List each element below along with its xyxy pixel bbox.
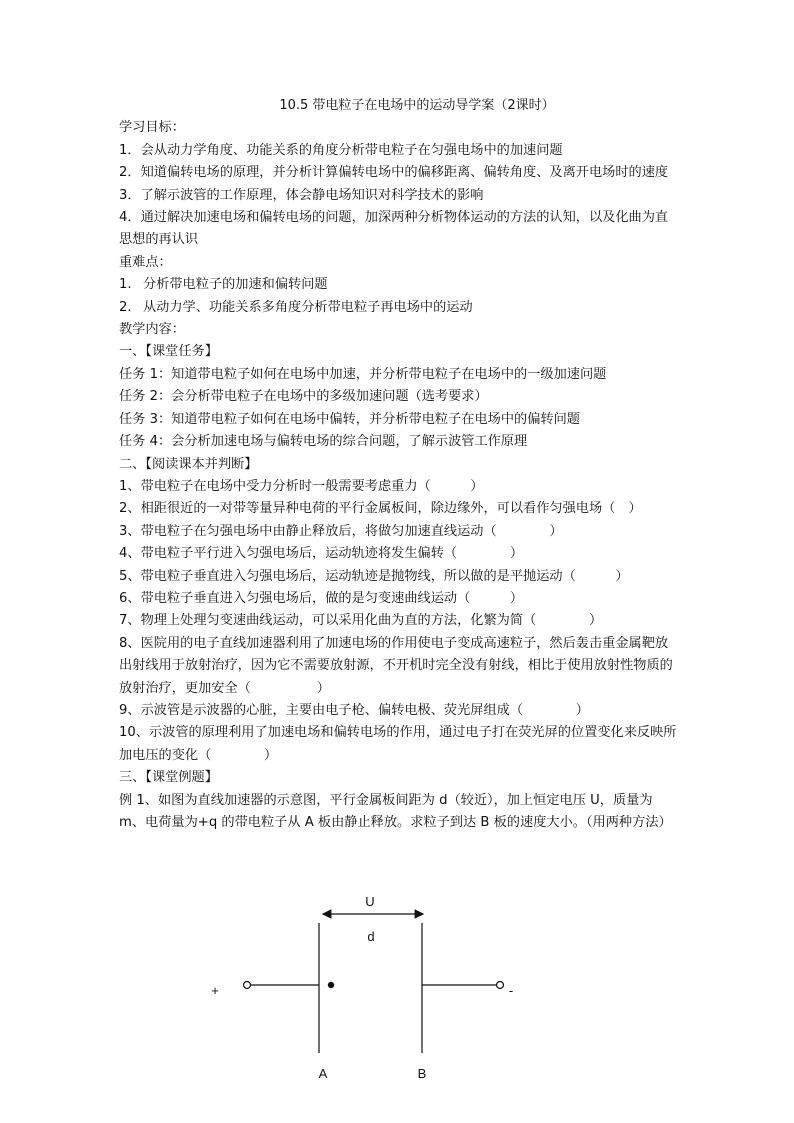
- key-point-number: 2.: [119, 299, 132, 315]
- task-item: 任务 4：会分析加速电场与偏转电场的综合问题，了解示波管工作原理: [119, 434, 528, 450]
- section-heading: 二、【阅读课本并判断】: [119, 456, 258, 472]
- judgement-item: 10、示波管的原理利用了加速电场和偏转电场的作用，通过电子打在荧光屏的位置变化来反映所加电压的变化（ ）: [119, 725, 677, 763]
- key-point-number: 1.: [119, 277, 132, 293]
- task-item: 任务 1：知道带电粒子如何在电场中加速，并分析带电粒子在电场中的一级加速问题: [119, 366, 607, 382]
- goal-item: 2．知道偏转电场的原理，并分析计算偏转电场中的偏移距离、偏转角度、及离开电场时的速度: [119, 165, 669, 181]
- linear-accelerator-diagram: [195, 888, 535, 1098]
- judgement-item: 2、相距很近的一对带等量异种电荷的平行金属板间，除边缘外，可以看作匀强电场（ ）: [119, 501, 642, 517]
- judgement-item: 9、示波管是示波器的心脏，主要由电子枪、偏转电极、荧光屏组成（ ）: [119, 702, 589, 718]
- goal-item: 4．通过解决加速电场和偏转电场的问题，加深两种分析物体运动的方法的认知，以及化曲为直思想的再认识: [119, 210, 669, 248]
- key-points-heading: 重难点：: [119, 254, 172, 270]
- distance-label: d: [367, 929, 375, 944]
- voltage-label: U: [365, 894, 375, 909]
- goal-item: 3．了解示波管的工作原理，体会静电场知识对科学技术的影响: [119, 187, 484, 203]
- judgement-item: 3、带电粒子在匀强电场中由静止释放后，将做匀加速直线运动（ ）: [119, 523, 563, 539]
- section-heading: 三、【课堂例题】: [119, 770, 218, 786]
- page-title: 10.5 带电粒子在电场中的运动导学案（2课时）: [279, 98, 555, 113]
- terminal-negative: [497, 982, 504, 989]
- judgement-item: 7、物理上处理匀变速曲线运动，可以采用化曲为直的方法，化繁为简（ ）: [119, 613, 603, 629]
- key-point-text: 从动力学、功能关系多角度分析带电粒子再电场中的运动: [143, 299, 473, 315]
- judgement-item: 4、带电粒子平行进入匀强电场后，运动轨迹将发生偏转（ ）: [119, 546, 524, 562]
- document-body: [119, 95, 679, 834]
- key-point-text: 分析带电粒子的加速和偏转问题: [143, 277, 328, 293]
- terminal-positive: [244, 982, 251, 989]
- goal-item: 1．会从动力学角度、功能关系的角度分析带电粒子在匀强电场中的加速问题: [119, 142, 563, 158]
- negative-label: -: [508, 983, 514, 998]
- judgement-item: 6、带电粒子垂直进入匀强电场后，做的是匀变速曲线运动（ ）: [119, 590, 524, 606]
- positive-label: +: [211, 983, 219, 998]
- plate-a-label: A: [318, 1066, 328, 1081]
- section-heading: 一、【课堂任务】: [119, 344, 218, 360]
- judgement-item: 5、带电粒子垂直进入匀强电场后，运动轨迹是抛物线，所以做的是平抛运动（ ）: [119, 568, 629, 584]
- task-item: 任务 2：会分析带电粒子在电场中的多级加速问题（选考要求）: [119, 389, 488, 405]
- key-point-item: [119, 297, 679, 319]
- plate-b-label: B: [417, 1066, 427, 1081]
- task-item: 任务 3：知道带电粒子如何在电场中偏转，并分析带电粒子在电场中的偏转问题: [119, 411, 580, 427]
- judgement-item: 8、医院用的电子直线加速器利用了加速电场的作用使电子变成高速粒子，然后轰击重金属靶放出射线用于放射治疗，因为它不需要放射源，不开机时完全没有射线，相比于使用放射性物质的放射治疗，更加安全（ ）: [119, 635, 673, 696]
- judgement-item: 1、带电粒子在电场中受力分析时一般需要考虑重力（ ）: [119, 478, 484, 494]
- charged-particle: [328, 982, 334, 988]
- goals-heading: 学习目标：: [119, 120, 185, 136]
- example-question: 例 1、如图为直线加速器的示意图，平行金属板间距为 d（较近），加上恒定电压 U，质量为 m、电荷量为+q 的带电粒子从 A 板由静止释放。求粒子到达 B 板的速度大小。（用两种方法）: [119, 792, 672, 830]
- key-point-item: [119, 274, 679, 296]
- content-heading: 教学内容：: [119, 322, 185, 338]
